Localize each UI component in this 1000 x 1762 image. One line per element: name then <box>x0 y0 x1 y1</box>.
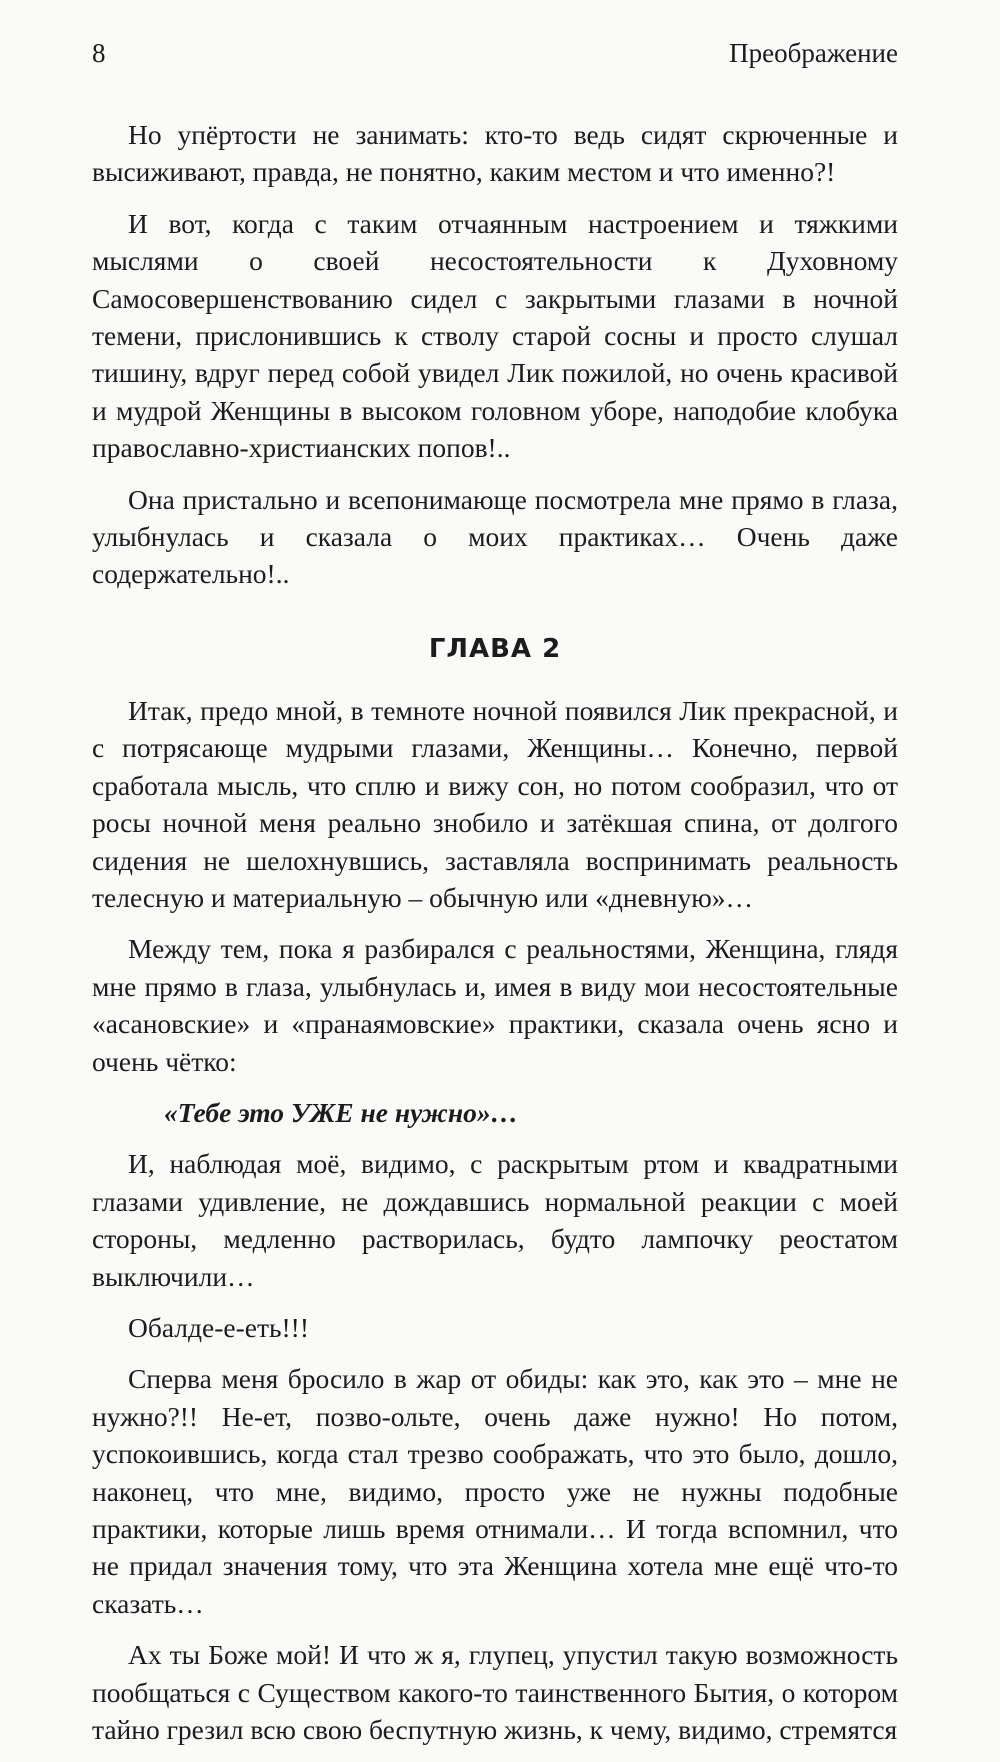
paragraph: Итак, предо мной, в темноте ночной появился Лик прекрасной, и с потрясающе мудрыми глазами, Женщины… Конечно, первой сработала мысль, что сплю и вижу сон, но потом сообразил, что от росы ночной меня реально знобило и затёкшая спина, от долгого сидения не шелохнувшись, заставляла воспринимать реальность телесную и материальную – обычную или «дневную»… <box>92 694 898 913</box>
paragraph: Но упёртости не занимать: кто-то ведь сидят скрюченные и высиживают, правда, не понятно, каким местом и что именно?! <box>92 119 898 188</box>
paragraph: Она пристально и всепонимающе посмотрела мне прямо в глаза, улыбнулась и сказала о моих практиках… Очень даже содержательно!.. <box>92 483 898 590</box>
paragraph: Сперва меня бросило в жар от обиды: как это, как это – мне не нужно?!! Не-ет, позво-ольте, очень даже нужно! Но потом, успокоившись, когда стал трезво соображать, что это было, дошло, наконец, что мне, видимо, просто уже не нужны подобные практики, которые лишь время отнимали… И тогда вспомнил, что не придал значения тому, что эта Женщина хотела мне ещё что-то сказать… <box>92 1363 898 1619</box>
chapter-heading: ГЛАВА 2 <box>428 633 562 664</box>
paragraph: Между тем, пока я разбирался с реальностями, Женщина, глядя мне прямо в глаза, улыбнулась и, имея в виду мои несостоятельные «асановские» и «пранаямовские» практики, сказала очень ясно и очень чётко: <box>92 933 898 1077</box>
paragraph: И вот, когда с таким отчаянным настроением и тяжкими мыслями о своей несостоятельности к Духовному Самосовершенствованию сидел с закрытыми глазами в ночной темени, прислонившись к стволу старой сосны и просто слушал тишину, вдруг перед собой увидел Лик пожилой, но очень красивой и мудрой Женщины в высоком головном уборе, наподобие клобука православно-христианских попов!.. <box>92 207 898 464</box>
exclamation-line: Обалде-е-еть!!! <box>128 1311 309 1343</box>
page-header <box>92 38 898 78</box>
quote: «Тебе это УЖЕ не нужно»… <box>164 1096 519 1128</box>
running-title: Преображение <box>729 38 898 68</box>
body-text <box>92 116 898 1762</box>
page-number: 8 <box>92 38 106 68</box>
paragraph: И, наблюдая моё, видимо, с раскрытым ртом и квадратными глазами удивление, не дождавшись нормальной реакции с моей стороны, медленно растворилась, будто лампочку реостатом выключили… <box>92 1148 898 1292</box>
paragraph: Ах ты Боже мой! И что ж я, глупец, упустил такую возможность пообщаться с Существом какого-то таинственного Бытия, о котором тайно грезил всю свою беспутную жизнь, к чему, видимо, стремятся <box>92 1639 898 1746</box>
